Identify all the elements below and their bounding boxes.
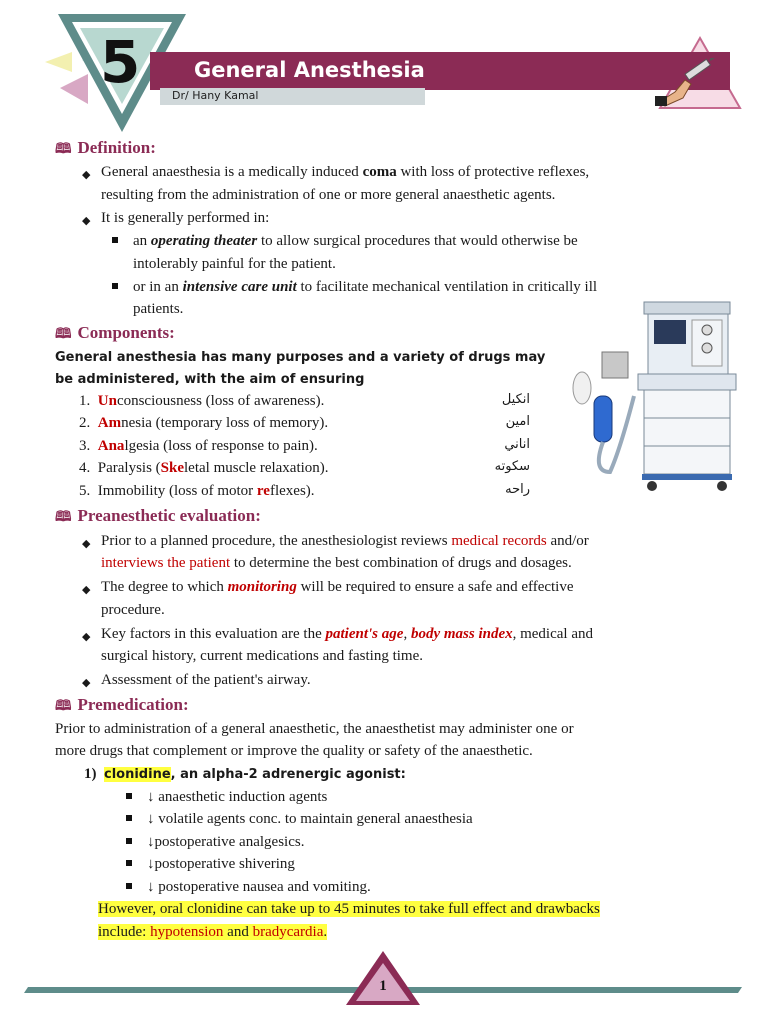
diamond-bullet-icon: ◆ (82, 215, 91, 227)
effect-item: ↓postoperative shivering (147, 856, 295, 872)
square-bullet-icon (126, 883, 132, 889)
preanesthetic-line: Key factors in this evaluation are the patient's age, body mass index, medical and (101, 626, 593, 642)
preanesthetic-line: Prior to a planned procedure, the anesthesiologist reviews medical records and/or (101, 533, 589, 549)
clonidine-note: However, oral clonidine can take up to 45 minutes to take full effect and drawbacks (98, 901, 600, 917)
diamond-bullet-icon: ◆ (82, 631, 91, 643)
preanesthetic-line: interviews the patient to determine the best combination of drugs and dosages. (101, 555, 572, 571)
square-bullet-icon (126, 838, 132, 844)
components-intro: be administered, with the aim of ensuring (55, 372, 365, 387)
diamond-bullet-icon: ◆ (82, 169, 91, 181)
definition-line: General anaesthesia is a medically induced coma with loss of protective reflexes, (101, 164, 590, 180)
premedication-paragraph: Prior to administration of a general anaesthetic, the anaesthetist may administer one or (55, 721, 574, 737)
arabic-mnemonic: سكوته (494, 459, 530, 474)
square-bullet-icon (112, 283, 118, 289)
preanesthetic-heading: 🕮 Preanesthetic evaluation: (55, 506, 261, 525)
square-bullet-icon (112, 237, 118, 243)
preanesthetic-line: The degree to which monitoring will be required to ensure a safe and effective (101, 579, 574, 595)
premedication-paragraph: more drugs that complement or improve the quality or safety of the anaesthetic. (55, 743, 533, 759)
definition-heading: 🕮 Definition: (55, 138, 156, 157)
definition-subline: an operating theater to allow surgical procedures that would otherwise be (133, 233, 578, 249)
square-bullet-icon (126, 860, 132, 866)
author-name: Dr/ Hany Kamal (172, 89, 259, 102)
component-item: 2. Amnesia (temporary loss of memory). (79, 415, 329, 431)
premedication-heading: 🕮 Premedication: (55, 695, 189, 714)
chapter-number: 5 (100, 28, 141, 96)
component-item: 5. Immobility (loss of motor reflexes). (79, 483, 315, 499)
drug-heading: 1) clonidine, an alpha-2 adrenergic agonist: (84, 766, 406, 782)
page-title: General Anesthesia (194, 58, 425, 82)
definition-subline: or in an intensive care unit to facilitate mechanical ventilation in critically ill (133, 279, 598, 295)
component-item: 1. Unconsciousness (loss of awareness). (79, 393, 325, 409)
definition-subline: patients. (133, 301, 184, 317)
effect-item: ↓ postoperative nausea and vomiting. (147, 879, 371, 895)
arabic-mnemonic: انكيل (501, 392, 530, 407)
page-number: 1 (379, 978, 387, 994)
effect-item: ↓ anaesthetic induction agents (147, 789, 328, 805)
definition-line: It is generally performed in: (101, 210, 270, 226)
definition-line: resulting from the administration of one or more general anaesthetic agents. (101, 187, 556, 203)
preanesthetic-line: Assessment of the patient's airway. (101, 672, 311, 688)
preanesthetic-line: procedure. (101, 602, 165, 618)
components-heading: 🕮 Components: (55, 323, 175, 342)
square-bullet-icon (126, 815, 132, 821)
preanesthetic-line: surgical history, current medications and fasting time. (101, 648, 424, 664)
syringe-hand-icon (655, 58, 725, 108)
anesthesia-machine-image (572, 300, 742, 495)
component-item: 4. Paralysis (Skeletal muscle relaxation). (79, 460, 329, 476)
component-item: 3. Analgesia (loss of response to pain). (79, 438, 318, 454)
definition-subline: intolerably painful for the patient. (133, 256, 336, 272)
diamond-bullet-icon: ◆ (82, 584, 91, 596)
arabic-mnemonic: اناني (504, 437, 530, 452)
book-icon: 🕮 (55, 510, 72, 525)
diamond-bullet-icon: ◆ (82, 677, 91, 689)
effect-item: ↓postoperative analgesics. (147, 834, 305, 850)
diamond-bullet-icon: ◆ (82, 538, 91, 550)
arabic-mnemonic: راحه (505, 482, 530, 497)
effect-item: ↓ volatile agents conc. to maintain general anaesthesia (147, 811, 473, 827)
book-icon: 🕮 (55, 142, 72, 157)
book-icon: 🕮 (55, 699, 72, 714)
components-intro: General anesthesia has many purposes and a variety of drugs may (55, 350, 546, 365)
clonidine-note: include: hypotension and bradycardia. (98, 924, 328, 940)
book-icon: 🕮 (55, 327, 72, 342)
arabic-mnemonic: امين (505, 414, 530, 429)
square-bullet-icon (126, 793, 132, 799)
